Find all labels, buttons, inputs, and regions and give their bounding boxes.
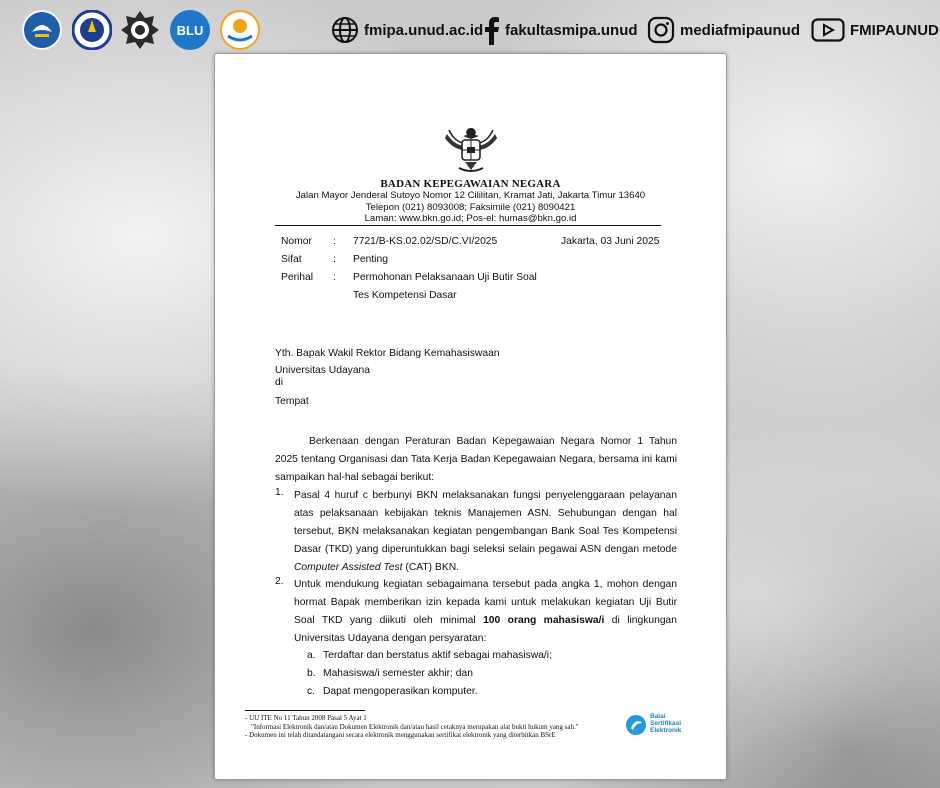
instagram-label: mediafmipaunud: [680, 21, 801, 39]
footer-signature-note: - Dokumen ini telah ditandatangani secara elektronik menggunakan sertifikat elektronik yang diterbitkan BSrE: [245, 731, 556, 739]
header-rule: [275, 225, 661, 226]
item2-paragraph: [294, 576, 677, 648]
subitem-a-text: Terdaftar dan berstatus aktif sebagai mahasiswa/i;: [323, 650, 552, 661]
item2-text-b: di lingkungan Universitas Udayana dengan persyaratan:: [294, 615, 678, 644]
recipient-title: Yth. Bapak Wakil Rektor Bidang Kemahasiswaan: [275, 348, 500, 359]
recipient-di: di: [275, 377, 284, 388]
nomor-colon: :: [333, 236, 336, 247]
facebook-label: fakultasmipa.unud: [505, 21, 638, 39]
globe-icon: [330, 15, 360, 45]
subitem-c-letter: c.: [307, 686, 316, 697]
item2-text-a: Untuk mendukung kegiatan sebagaimana tersebut pada angka 1, mohon dengan hormat Bapak memberikan izin kepada kami untuk melakukan kegiatan Uji Butir Soal TKD yang diikuti oleh minimal: [294, 579, 677, 626]
blu-logo-text: BLU: [176, 22, 204, 38]
unud-logo: [72, 10, 112, 50]
fmipa-emblem-icon: [120, 10, 160, 50]
footer-rule: [245, 710, 365, 711]
item1-number: 1.: [275, 487, 284, 498]
diktisaintek-logo: [220, 10, 260, 50]
bsre-icon: [625, 714, 647, 736]
item1-italic: Computer Assisted Test: [294, 562, 403, 573]
instagram-icon: [646, 15, 676, 45]
subitem-c-text: Dapat mengoperasikan komputer.: [323, 686, 478, 697]
item2-number: 2.: [275, 576, 284, 587]
youtube-icon: [810, 15, 846, 45]
agency-website: Laman: www.bkn.go.id; Pos-el: humas@bkn.go.id: [364, 213, 577, 224]
intro-paragraph: Berkenaan dengan Peraturan Badan Kepegawaian Negara Nomor 1 Tahun 2025 tentang Organisasi dan Tata Kerja Badan Kepegawaian Negara, bersama ini kami sampaikan hal-hal sebagai berikut:: [275, 436, 677, 483]
kemdikbud-logo: [22, 10, 62, 50]
garuda-icon: [443, 124, 499, 176]
sifat-label: Sifat: [281, 254, 302, 265]
item1-tail: (CAT) BKN.: [402, 562, 459, 573]
youtube-label: FMIPAUNUD: [850, 21, 939, 39]
recipient-institution: Universitas Udayana: [275, 365, 371, 376]
perihal-value-line1: Permohonan Pelaksanaan Uji Butir Soal: [353, 272, 537, 283]
footer-law: - UU ITE No 11 Tahun 2008 Pasal 5 Ayat 1: [245, 714, 367, 722]
bsre-line1: Balai: [650, 713, 666, 720]
recipient-place: Tempat: [275, 396, 309, 407]
bsre-logo: [625, 712, 715, 738]
nomor-value: 7721/B-KS.02.02/SD/C.VI/2025: [353, 236, 498, 247]
agency-address: Jalan Mayor Jenderal Sutoyo Nomor 12 Cililitan, Kramat Jati, Jakarta Timur 13640: [295, 190, 646, 201]
item1-text: Pasal 4 huruf c berbunyi BKN melaksanakan fungsi penyelenggaraan pelayanan atas pelaksanaan kebijakan teknis Manajemen ASN. Sehubungan dengan hal tersebut, BKN melaksanakan kegiatan pengembangan Bank Soal Tes Kompetensi Dasar (TKD) yang diperuntukkan bagi seleksi selain pegawai ASN dengan metode: [294, 490, 677, 555]
website-label: fmipa.unud.ac.id: [364, 21, 484, 39]
fmipa-logo: [120, 10, 160, 50]
blu-logo: [170, 10, 210, 50]
website-link[interactable]: [330, 14, 483, 46]
item2-bold: 100 orang mahasiswa/i: [483, 615, 605, 626]
agency-phone: Telepon (021) 8093008; Faksimile (021) 8090421: [365, 201, 576, 213]
subitem-b-letter: b.: [307, 668, 316, 679]
nomor-label: Nomor: [281, 236, 312, 247]
instagram-link[interactable]: [646, 14, 800, 46]
subitem-a-letter: a.: [307, 650, 316, 661]
letter-document: [214, 53, 727, 780]
diktisaintek-emblem-icon: [222, 12, 258, 48]
facebook-icon: [483, 15, 501, 45]
agency-name: BADAN KEPEGAWAIAN NEGARA: [380, 178, 561, 190]
sifat-colon: :: [333, 254, 336, 265]
sifat-value: Penting: [353, 254, 388, 265]
letter-date: Jakarta, 03 Juni 2025: [561, 236, 660, 247]
kemdikbud-emblem-icon: [22, 10, 62, 50]
footer-quote: "Informasi Elektronik dan/atau Dokumen Elektronik dan/atau hasil cetaknya merupakan alat bukti hukum yang sah.": [251, 722, 579, 731]
bsre-line2: Sertifikasi: [650, 720, 682, 727]
footer-notice: [245, 714, 625, 740]
item1-paragraph: [294, 487, 677, 577]
perihal-label: Perihal: [281, 272, 314, 283]
unud-emblem-icon: [72, 10, 112, 50]
garuda-emblem: [443, 124, 499, 176]
youtube-link[interactable]: [810, 14, 939, 46]
bsre-line3: Elektronik: [650, 727, 682, 734]
subitem-b-text: Mahasiswa/i semester akhir; dan: [323, 668, 473, 679]
perihal-colon: :: [333, 272, 336, 283]
header-bar: [0, 0, 940, 58]
perihal-value-line2: Tes Kompetensi Dasar: [353, 290, 457, 301]
facebook-link[interactable]: [483, 14, 638, 46]
